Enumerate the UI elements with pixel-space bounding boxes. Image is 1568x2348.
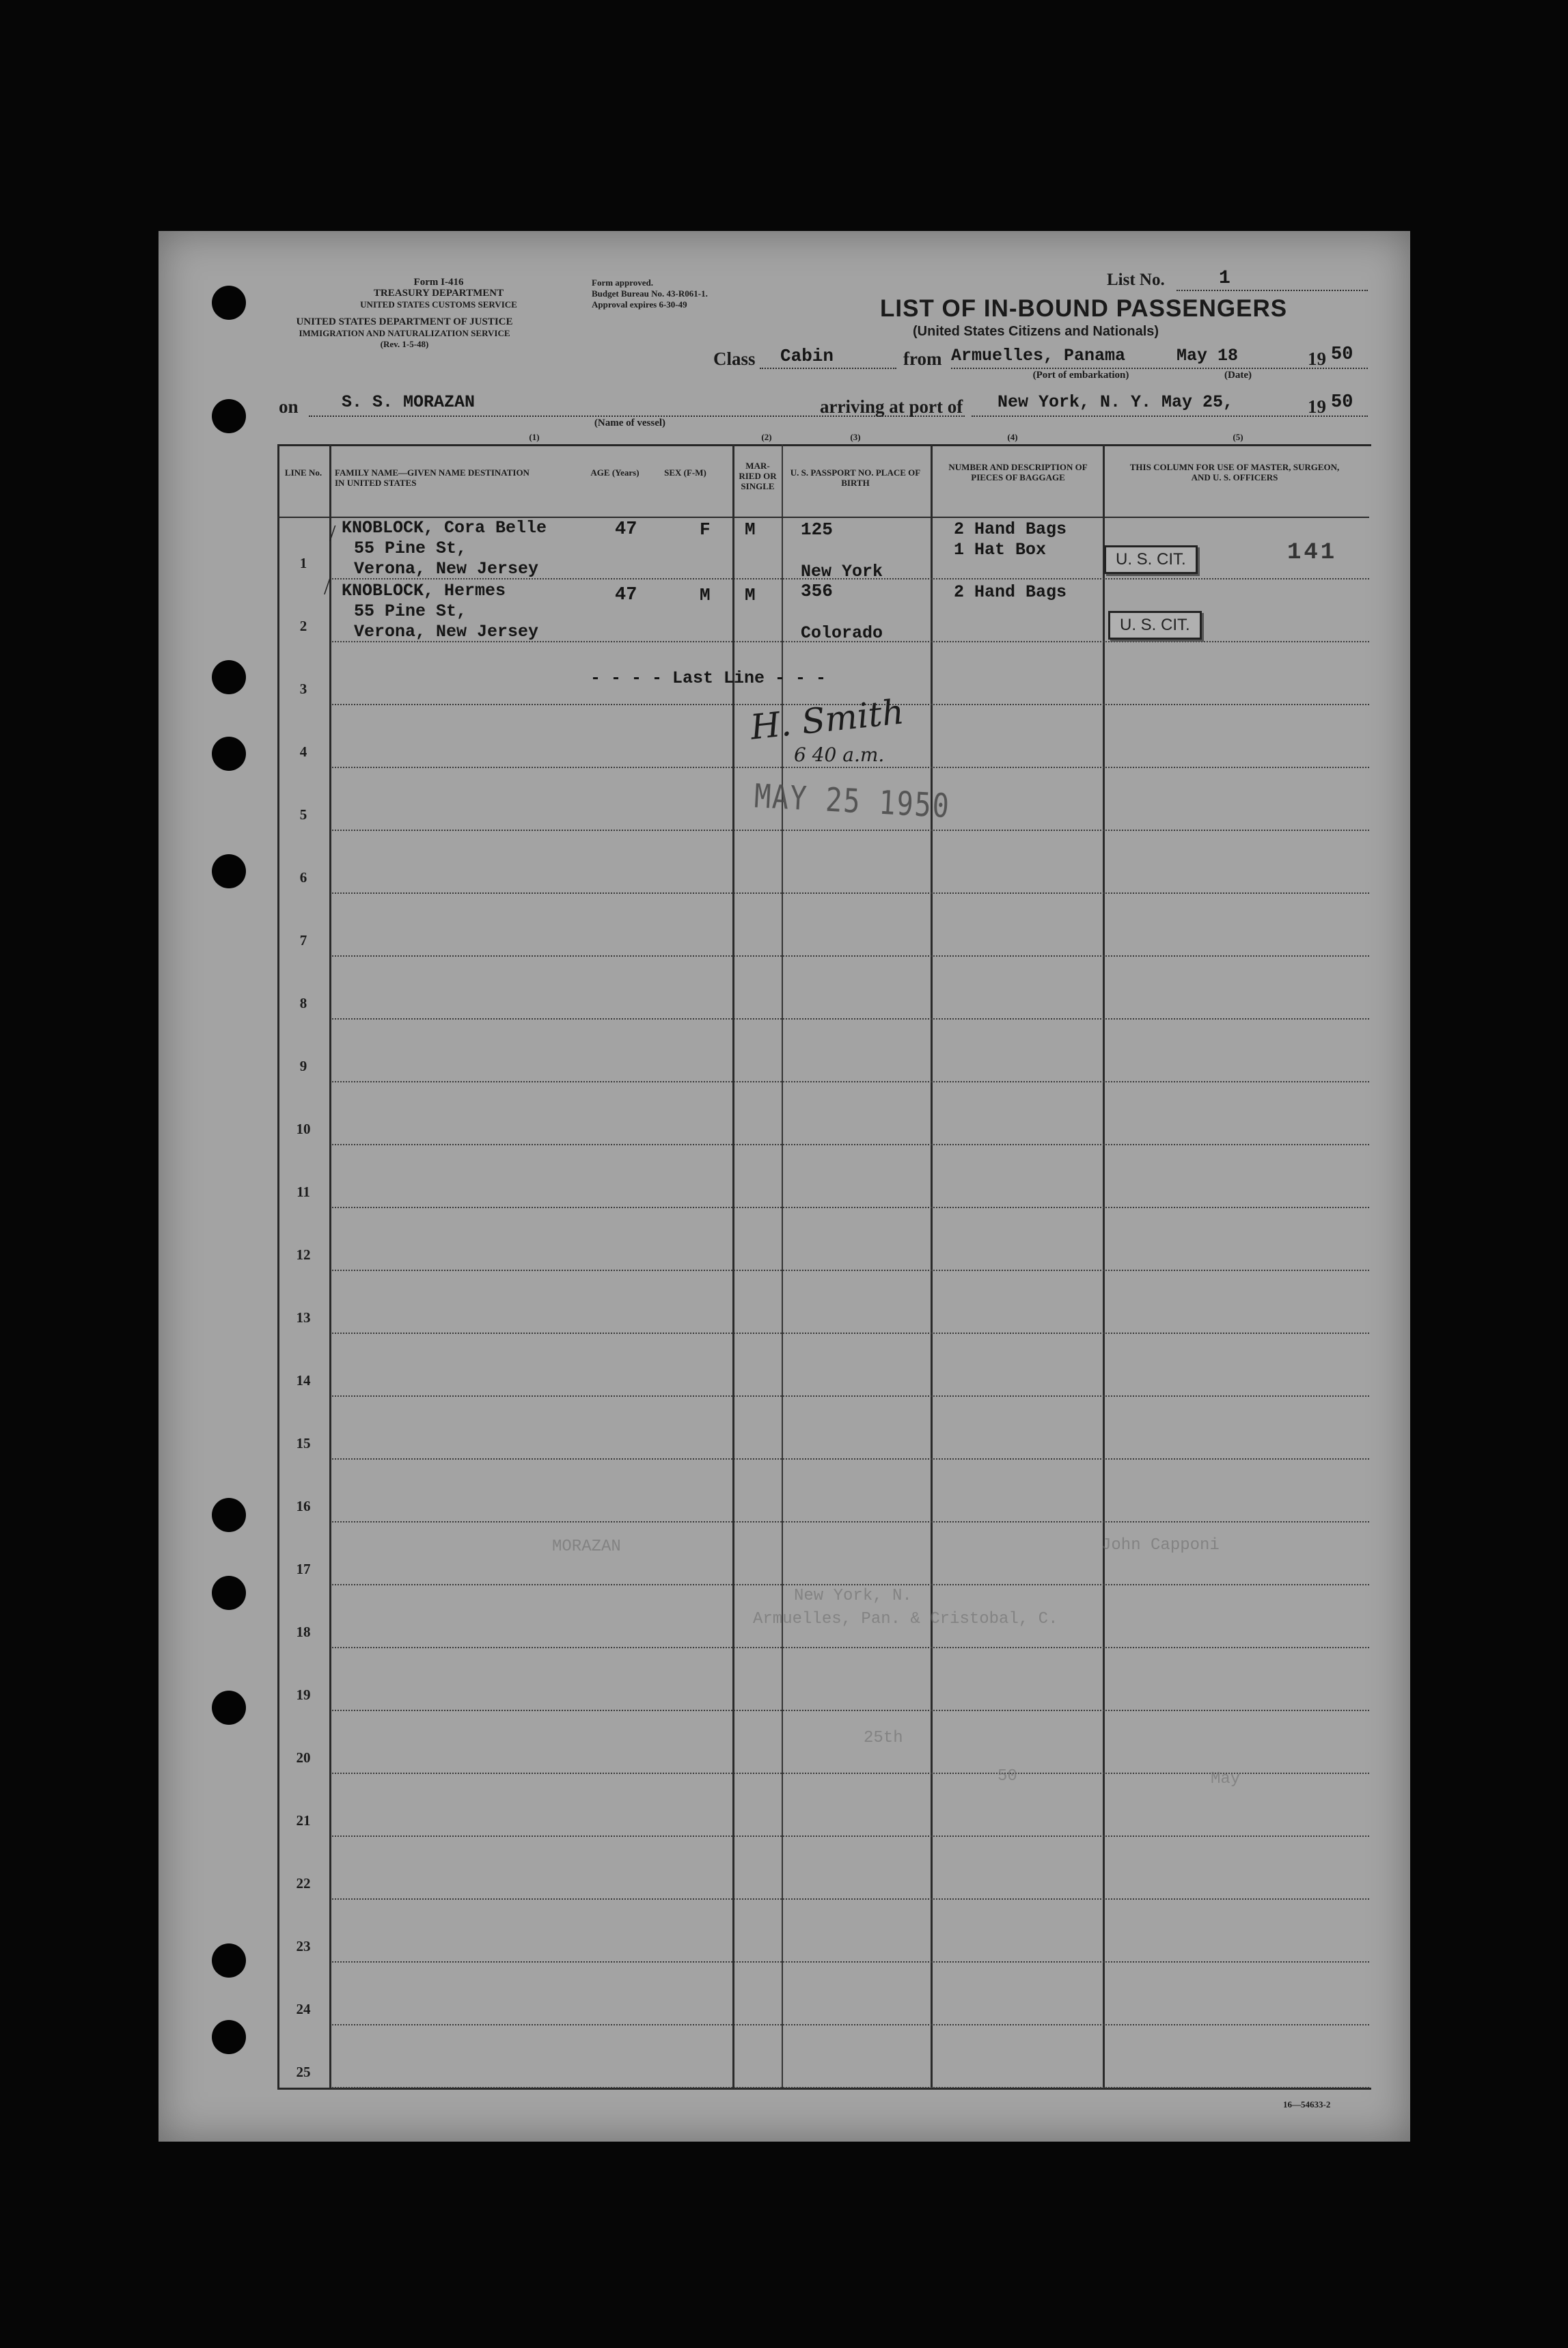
passenger-sex: M — [700, 585, 711, 605]
passenger-address: Verona, New Jersey — [354, 622, 539, 642]
year-value: 50 — [1331, 344, 1353, 365]
approval-expires: Approval expires 6-30-49 — [592, 299, 687, 310]
line-number: 12 — [296, 1246, 311, 1263]
citizen-stamp: U. S. CIT. — [1104, 545, 1198, 574]
page-title: LIST OF IN-BOUND PASSENGERS — [880, 295, 1288, 322]
passenger-address: 55 Pine St, — [354, 601, 467, 621]
line-number: 6 — [299, 869, 307, 886]
class-label: Class — [713, 349, 756, 369]
last-line-marker: - - - - Last Line - - - — [590, 668, 827, 688]
arrival-year-value: 50 — [1331, 392, 1353, 413]
col-header-baggage: NUMBER AND DESCRIPTION OF PIECES OF BAGGAGE — [948, 462, 1088, 482]
passenger-married: M — [745, 585, 756, 605]
from-date: May 18 — [1177, 346, 1239, 366]
binder-hole — [212, 1498, 246, 1532]
manifest-table — [277, 444, 1371, 2090]
binder-hole — [212, 660, 246, 694]
date-stamp: MAY 25 1950 — [753, 777, 952, 826]
manifest-page — [159, 231, 1410, 2142]
line-number: 24 — [296, 2001, 311, 2017]
date-caption: (Date) — [1224, 370, 1252, 381]
bleed-captain: John Capponi — [1101, 1536, 1220, 1555]
check-mark: / — [329, 521, 336, 546]
line-number: 7 — [299, 932, 307, 948]
binder-hole — [212, 1943, 246, 1978]
line-number: 11 — [297, 1184, 310, 1200]
class-value: Cabin — [780, 346, 834, 366]
passenger-baggage: 1 Hat Box — [954, 540, 1047, 560]
line-number: 18 — [296, 1624, 311, 1640]
col-header-passport: U. S. PASSPORT NO. PLACE OF BIRTH — [790, 467, 921, 488]
passenger-baggage: 2 Hand Bags — [954, 582, 1067, 602]
treasury-department: TREASURY DEPARTMENT — [373, 288, 504, 299]
line-number: 1 — [299, 555, 307, 571]
passenger-name: KNOBLOCK, Hermes — [342, 581, 506, 601]
port-caption: (Port of embarkation) — [1032, 370, 1129, 381]
passenger-passport: 125 — [801, 519, 833, 540]
bleed-year: 50 — [998, 1767, 1017, 1786]
form-approved: Form approved. — [592, 277, 654, 288]
passenger-baggage: 2 Hand Bags — [954, 519, 1067, 539]
arrival-year-prefix: 19 — [1308, 396, 1326, 417]
passenger-birthplace: Colorado — [801, 623, 883, 643]
budget-bureau: Budget Bureau No. 43-R061-1. — [592, 288, 708, 299]
col-header-married: MAR-RIED OR SINGLE — [739, 461, 777, 491]
on-label: on — [279, 396, 299, 417]
department-of-justice: UNITED STATES DEPARTMENT OF JUSTICE — [296, 316, 513, 327]
passenger-passport: 356 — [801, 581, 833, 601]
col-header-name: FAMILY NAME—GIVEN NAME DESTINATION IN UNITED STATES — [335, 467, 529, 488]
passenger-age: 47 — [615, 585, 637, 605]
line-number: 23 — [296, 1938, 311, 1954]
line-number: 3 — [299, 681, 307, 697]
revision: (Rev. 1-5-48) — [380, 339, 429, 349]
col-number: (5) — [1233, 432, 1243, 442]
bleed-port: New York, N. — [794, 1587, 912, 1605]
line-number: 2 — [299, 618, 307, 634]
binder-hole — [212, 2020, 246, 2054]
line-number: 20 — [296, 1749, 311, 1766]
passenger-address: Verona, New Jersey — [354, 559, 539, 579]
check-mark: / — [324, 574, 331, 599]
line-number: 14 — [296, 1372, 311, 1389]
from-label: from — [903, 349, 942, 369]
binder-hole — [212, 1576, 246, 1610]
passenger-birthplace: New York — [801, 562, 883, 582]
bleed-month: May — [1211, 1770, 1241, 1788]
binder-hole — [212, 399, 246, 433]
line-number: 9 — [299, 1058, 307, 1074]
customs-service: UNITED STATES CUSTOMS SERVICE — [360, 299, 517, 310]
vessel-caption: (Name of vessel) — [594, 418, 666, 428]
line-number: 15 — [296, 1435, 311, 1451]
col-number: (4) — [1007, 432, 1018, 442]
binder-hole — [212, 854, 246, 888]
col-header-age: AGE (Years) — [590, 467, 639, 478]
ins-service: IMMIGRATION AND NATURALIZATION SERVICE — [299, 328, 510, 338]
bleed-vessel: MORAZAN — [552, 1538, 621, 1556]
bleed-route: Armuelles, Pan. & Cristobal, C. — [753, 1610, 1058, 1628]
passenger-age: 47 — [615, 519, 637, 540]
line-number: 19 — [296, 1687, 311, 1703]
arrival-port: New York, N. Y. May 25, — [998, 392, 1234, 412]
line-number: 5 — [299, 806, 307, 823]
passenger-number: 141 — [1287, 540, 1338, 566]
list-no-label: List No. — [1107, 271, 1165, 289]
arriving-label: arriving at port of — [820, 396, 963, 417]
line-number: 13 — [296, 1309, 311, 1326]
line-number: 4 — [299, 743, 307, 760]
col-number: (1) — [529, 432, 540, 442]
passenger-married: M — [745, 519, 756, 540]
col-number: (3) — [850, 432, 861, 442]
form-number: Form I-416 — [413, 277, 464, 288]
line-number: 25 — [296, 2064, 311, 2080]
passenger-address: 55 Pine St, — [354, 538, 467, 558]
line-number: 10 — [296, 1121, 311, 1137]
line-number: 22 — [296, 1875, 311, 1892]
passenger-sex: F — [700, 519, 711, 540]
binder-hole — [212, 737, 246, 771]
from-value: Armuelles, Panama — [951, 346, 1126, 366]
line-number: 17 — [296, 1561, 311, 1577]
binder-hole — [212, 1691, 246, 1725]
year-prefix: 19 — [1308, 349, 1326, 369]
col-header-line: LINE No. — [284, 467, 322, 478]
footer-code: 16—54633-2 — [1283, 2099, 1331, 2110]
inspector-signature: H. Smith — [748, 692, 906, 748]
list-no-value: 1 — [1219, 268, 1230, 289]
vessel-name: S. S. MORAZAN — [342, 392, 476, 412]
citizen-stamp: U. S. CIT. — [1108, 611, 1202, 640]
col-header-officers: THIS COLUMN FOR USE OF MASTER, SURGEON, AND U. S. OFFICERS — [1129, 462, 1340, 482]
signature-time: 6 40 a.m. — [794, 743, 885, 766]
binder-hole — [212, 286, 246, 320]
col-number: (2) — [761, 432, 772, 442]
line-number: 16 — [296, 1498, 311, 1514]
line-number: 21 — [296, 1812, 311, 1829]
col-header-sex: SEX (F-M) — [664, 467, 706, 478]
line-number: 8 — [299, 995, 307, 1011]
bleed-day: 25th — [864, 1729, 903, 1747]
passenger-name: KNOBLOCK, Cora Belle — [342, 518, 547, 538]
page-subtitle: (United States Citizens and Nationals) — [913, 324, 1159, 339]
